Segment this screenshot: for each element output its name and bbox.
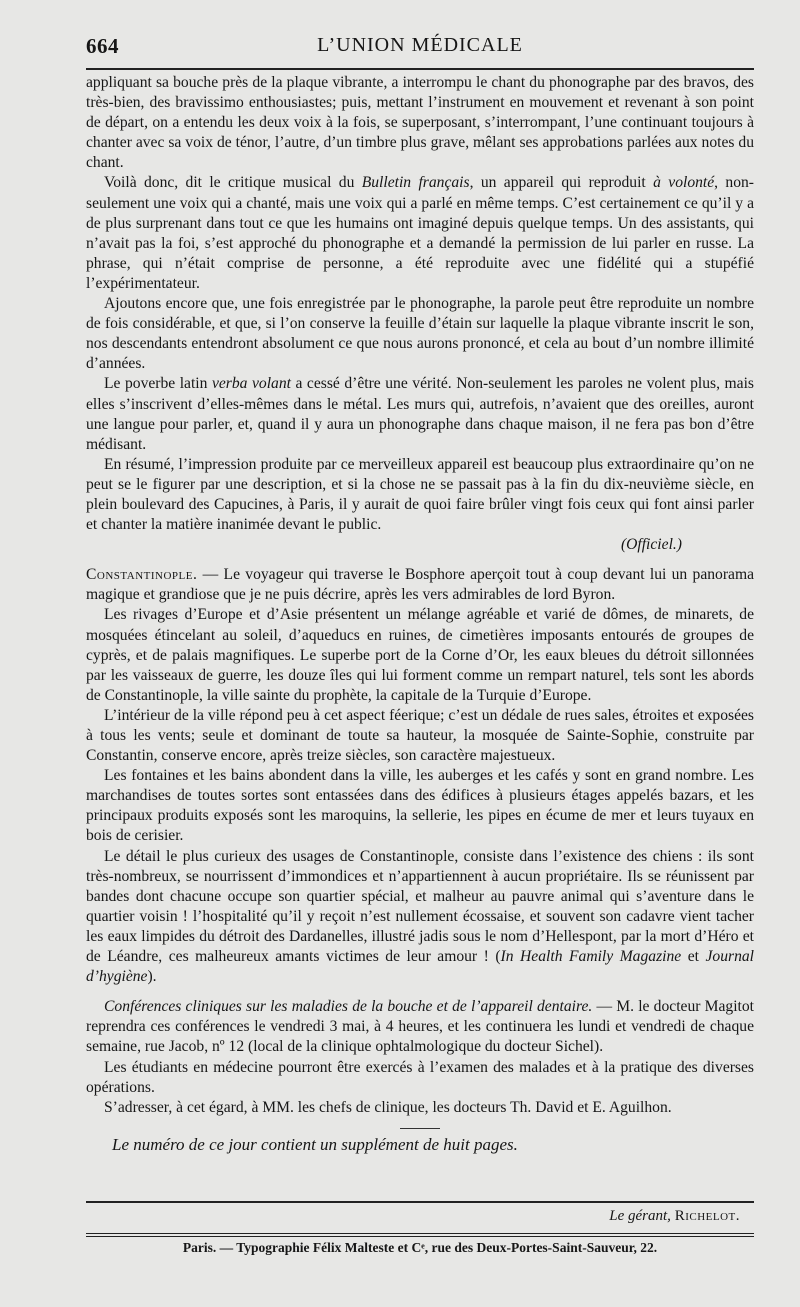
short-divider xyxy=(400,1128,440,1129)
gerant-signature: Le gérant, Richelot. xyxy=(609,1208,740,1224)
constantinople-paragraph-5: Le détail le plus curieux des usages de Constantinople, consiste dans l’existence des chiens : ils sont très-nombreux, se nourrissent d’immondices et n’appartiennent à aucun propriétaire. Ils se réunissent par bandes dont chacune occupe son quartier spécial, et malheur au pauvre animal qui s’aventure dans le quartier voisin ! l’hospitalité qu’il y reçoit n’est nullement écossaise, et souvent son cadavre vient tacher les eaux limpides du détroit des Dardanelles, illustré jadis sous le nom d’Hellespont, par la mort d’Héro et de Léandre, ces malheureux amants victimes de leur amour ! (In Health Family Magazine et Journal d’hygiène). xyxy=(86,847,755,986)
header-rule xyxy=(86,68,754,70)
source-officiel: (Officiel.) xyxy=(620,536,682,554)
conferences-paragraph-2: Les étudiants en médecine pourront être exercés à l’examen des malades et à la pratique des diverses opérations. xyxy=(86,1058,754,1096)
constantinople-paragraph-1: Constantinople. — Le voyageur qui traverse le Bosphore aperçoit tout à coup devant lui un panorama magique et grandiose que je ne puis décrire, après les vers admirables de lord Byron. xyxy=(86,566,754,604)
constantinople-paragraph-4: Les fontaines et les bains abondent dans la ville, les auberges et les cafés y sont en grand nombre. Les marchandises de toutes sortes sont entassées dans des édifices à plusieurs étages appelés bazars, et les principaux produits exposés sont les maroquins, la sellerie, les pipes en écume de mer et leurs tuyaux en bois de cerisier. xyxy=(86,767,754,845)
page-number: 664 xyxy=(86,34,119,58)
imprint-rule-top xyxy=(86,1233,754,1234)
phonograph-paragraph-3: Ajoutons encore que, une fois enregistrée par le phonographe, la parole peut être reproduite un nombre de fois considérable, et que, si l’on conserve la feuille d’étain sur laquelle la plaque vibrante inscrit le son, nos descendants entendront absolument ce que nous aurons prononcé, et cela au bout d’un nombre illimité d’années. xyxy=(86,295,754,373)
journal-title: L’UNION MÉDICALE xyxy=(317,34,523,56)
constantinople-paragraph-2: Les rivages d’Europe et d’Asie présentent un mélange agréable et varié de dômes, de minarets, de mosquées étincelant au soleil, d’aqueducs en ruines, de cimetières imposants entourés de groupes de cyprès, et de palais magnifiques. Le superbe port de la Corne d’Or, les eaux bleues du détroit sillonnées par les vaisseaux de guerre, les douze îles qui lui forment comme un rempart naturel, tels sont les abords de Constantinople, la ville sainte du prophète, la capitale de la Turquie d’Europe. xyxy=(86,606,754,704)
imprint-rule-bottom xyxy=(86,1236,754,1237)
bulletin-title: Bulletin français xyxy=(361,174,470,192)
conferences-paragraph-1: Conférences cliniques sur les maladies de la bouche et de l’appareil dentaire. — M. le docteur Magitot reprendra ces conférences le vendredi 3 mai, à 4 heures, et les continuera les lundi et vendredi de chaque semaine, rue Jacob, nº 12 (local de la clinique ophtalmologique du docteur Sichel). xyxy=(86,998,755,1056)
section-heading-constantinople: Constantinople. xyxy=(86,566,198,584)
printer-imprint: Paris. — Typographie Félix Malteste et Cᵉ, rue des Deux-Portes-Saint-Sauveur, 22. xyxy=(182,1240,658,1255)
phonograph-paragraph-2: Voilà donc, dit le critique musical du Bulletin français, un appareil qui reproduit à volonté, non-seulement une voix qui a chanté, mais une voix qui a parlé en même temps. C’est certainement ce qu’il y a de plus surprenant dans tout ce que les humains ont imaginé depuis quelque temps. Un des assistants, qui n’avait pas la foi, s’est approché du phonographe et a demandé la permission de lui parler en russe. La phrase, qui n’était comprise de personne, a été reproduite avec une fidélité qui a stupéfié l’expérimentateur. xyxy=(86,174,755,292)
supplement-notice: Le numéro de ce jour contient un supplément de huit pages. xyxy=(112,1134,518,1154)
phonograph-paragraph-5: En résumé, l’impression produite par ce merveilleux appareil est beaucoup plus extraordinaire qu’on ne peut se le figurer par une description, et si la chose ne se passait pas à la fin du dix-neuvième siècle, en plein boulevard des Capucines, à Paris, il y aurait de quoi faire brûler vingt fois ceux qui font ainsi parler et chanter la matière inanimée devant le public. xyxy=(86,455,754,534)
constantinople-paragraph-3: L’intérieur de la ville répond peu à cet aspect féerique; c’est un dédale de rues sales, étroites et exposées à tous les vents; seule et dominant de toute sa hauteur, la mosquée de Sainte-Sophie, construite par Constantin, conserve encore, après treize siècles, son caractère majestueux. xyxy=(86,706,754,765)
latin-phrase: verba volant xyxy=(211,375,291,393)
phonograph-paragraph-4: Le poverbe latin verba volant a cessé d’être une vérité. Non-seulement les paroles ne volent plus, mais elles s’inscrivent d’elles-mêmes dans le métal. Les murs qui, autrefois, n’avaient que des oreilles, auront une langue pour parler, et, quand il y aura un phonographe dans chaque maison, il ne fera pas bon d’être médisant. xyxy=(86,375,754,453)
page-header xyxy=(86,30,754,66)
conferences-title: Conférences cliniques sur les maladies de la bouche et de l’appareil dentaire. xyxy=(104,998,593,1016)
phonograph-paragraph-1: appliquant sa bouche près de la plaque vibrante, a interrompu le chant du phonographe par des bravos, des très-bien, des bravissimo enthousiastes; puis, mettant l’instrument en mouvement et revenant à son point de départ, on a entendu les deux voix à la fois, se superposant, s’interrompant, l’une continuant toujours à chanter avec sa voix de ténor, l’autre, d’un timbre plus grave, mêlant ses approbations parlées aux notes du chant. xyxy=(86,74,754,172)
article-body xyxy=(86,73,754,1155)
footer-rule xyxy=(86,1201,754,1203)
conferences-paragraph-3: S’adresser, à cet égard, à MM. les chefs de clinique, les docteurs Th. David et E. Aguilhon. xyxy=(104,1098,672,1116)
